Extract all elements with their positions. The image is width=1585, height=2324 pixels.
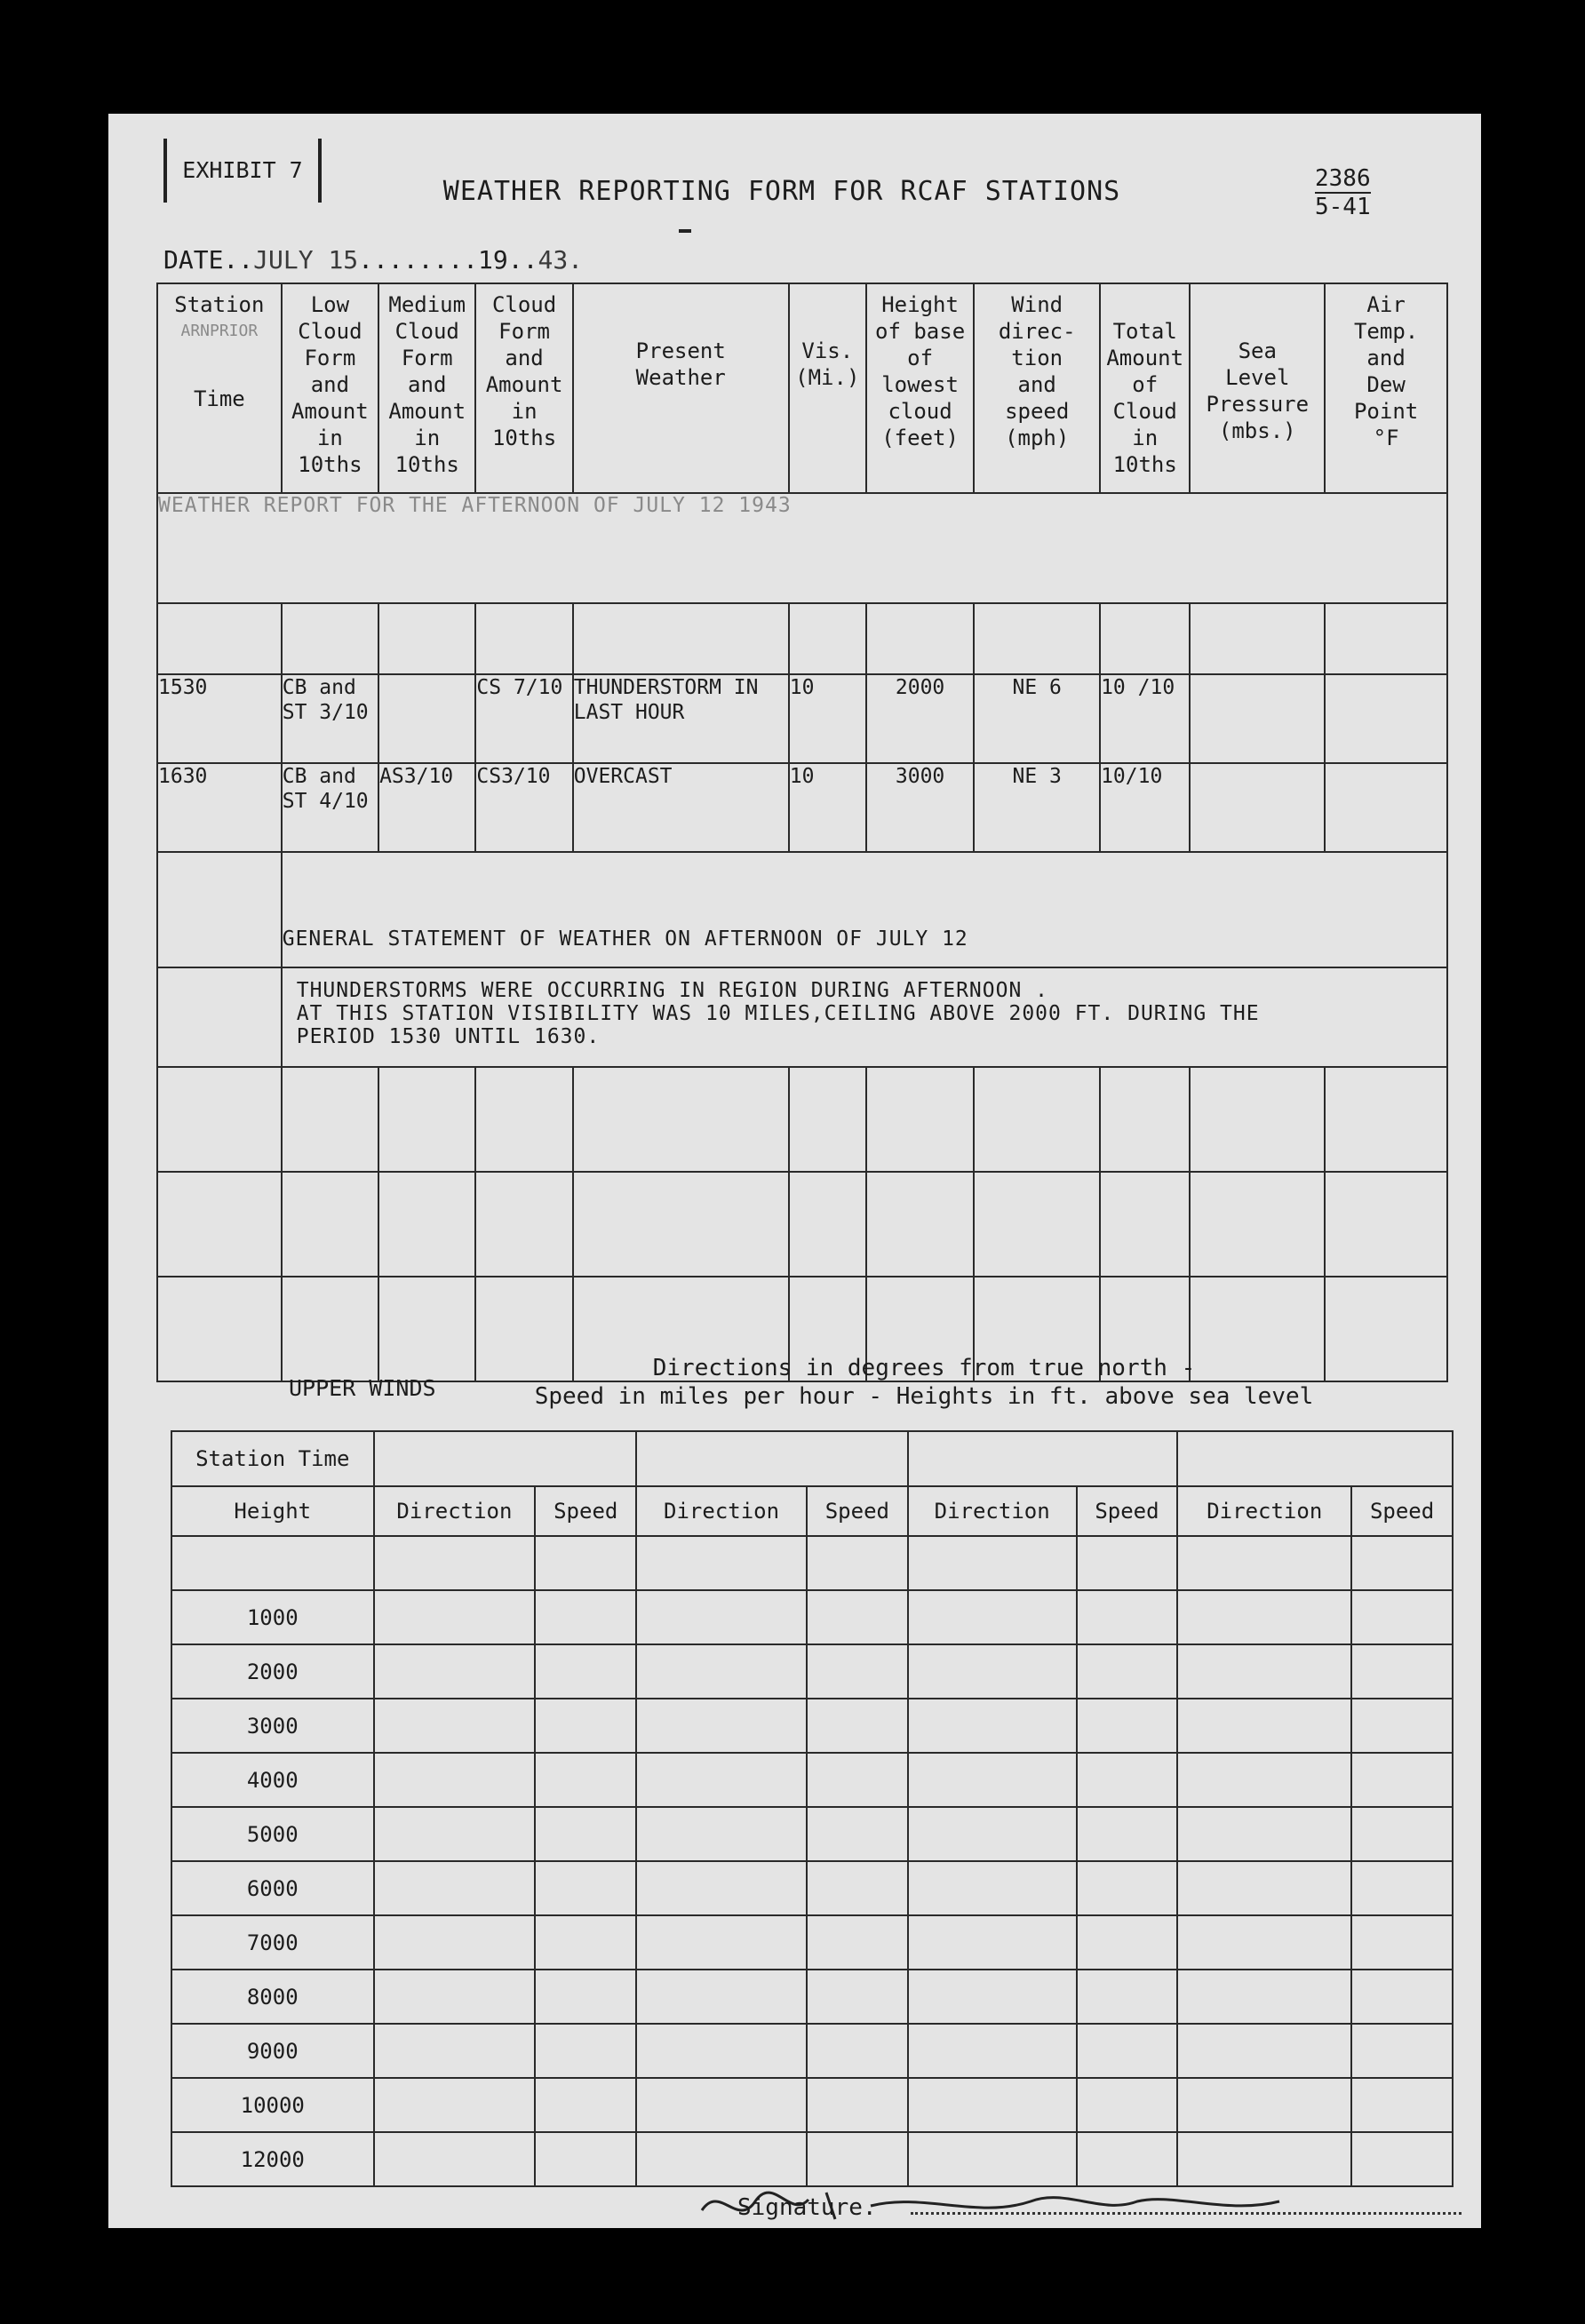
header-sea-level: Sea Level Pressure (mbs.)	[1190, 283, 1325, 493]
header-present-weather: Present Weather	[573, 283, 789, 493]
header-total-cloud: Total Amount of Cloud in 10ths	[1100, 283, 1190, 493]
header-station: Station ARNPRIOR Time	[157, 283, 282, 493]
report-heading: WEATHER REPORT FOR THE AFTERNOON OF JULY 12 1943	[157, 493, 1447, 603]
header-medium-cloud: Medium Cloud Form and Amount in 10ths	[378, 283, 475, 493]
station-time-header: Station Time	[171, 1431, 374, 1486]
table-row: 2000	[171, 1644, 1453, 1699]
height-header: Height	[171, 1486, 374, 1536]
exhibit-label: EXHIBIT 7	[163, 139, 322, 203]
signature-label: Signature.	[737, 2194, 877, 2221]
header-cloud-form: Cloud Form and Amount in 10ths	[475, 283, 572, 493]
form-number: 2386 5-41	[1315, 165, 1371, 220]
header-height-base: Height of base of lowest cloud (feet)	[866, 283, 975, 493]
table-row: 1000	[171, 1590, 1453, 1644]
observation-table	[156, 283, 1448, 1382]
table-row: 6000	[171, 1861, 1453, 1915]
upper-winds-label: UPPER WINDS	[289, 1375, 436, 1401]
header-air-temp: Air Temp. and Dew Point °F	[1325, 283, 1447, 493]
table-row: 3000	[171, 1699, 1453, 1753]
upper-winds-table: Station Time Height Direction Speed Direction Speed Direction Speed Direction Speed 1000 2000 3000 4000 5000 6000 7000 8000 9000 10000 12000	[171, 1430, 1454, 2187]
table-row: 7000	[171, 1915, 1453, 1970]
header-low-cloud: Low Cloud Form and Amount in 10ths	[282, 283, 378, 493]
general-heading: GENERAL STATEMENT OF WEATHER ON AFTERNOON OF JULY 12	[282, 852, 1447, 967]
station-name: ARNPRIOR	[180, 322, 259, 340]
table-row: 4000	[171, 1753, 1453, 1807]
header-wind: Wind direc- tion and speed (mph)	[974, 283, 1100, 493]
table-row: 12000	[171, 2132, 1453, 2186]
table-row: 5000	[171, 1807, 1453, 1861]
signature-line	[911, 2212, 1462, 2215]
header-vis: Vis. (Mi.)	[789, 283, 866, 493]
table-row: 8000	[171, 1970, 1453, 2024]
date-line: DATE..JULY 15........19..43.	[163, 245, 584, 275]
upper-winds-note: Directions in degrees from true north - Speed in miles per hour - Heights in ft. above sea level	[534, 1355, 1314, 1410]
date-value: JULY 15	[253, 245, 359, 275]
title-dash	[679, 229, 691, 233]
table-row: 1630 CB and ST 4/10 AS3/10 CS3/10 OVERCAST 10 3000 NE 3 10/10	[157, 763, 1447, 852]
table-row: 10000	[171, 2078, 1453, 2132]
general-statement: THUNDERSTORMS WERE OCCURRING IN REGION DURING AFTERNOON . AT THIS STATION VISIBILITY WAS 10 MILES,CEILING ABOVE 2000 FT. DURING THE PERIOD 1530 UNTIL 1630.	[282, 967, 1447, 1067]
table-row: 1530 CB and ST 3/10 CS 7/10 THUNDERSTORM IN LAST HOUR 10 2000 NE 6 10 /10	[157, 674, 1447, 763]
table-row: 9000	[171, 2024, 1453, 2078]
form-title: WEATHER REPORTING FORM FOR RCAF STATIONS	[442, 176, 1121, 207]
year-value: 43.	[538, 245, 584, 275]
